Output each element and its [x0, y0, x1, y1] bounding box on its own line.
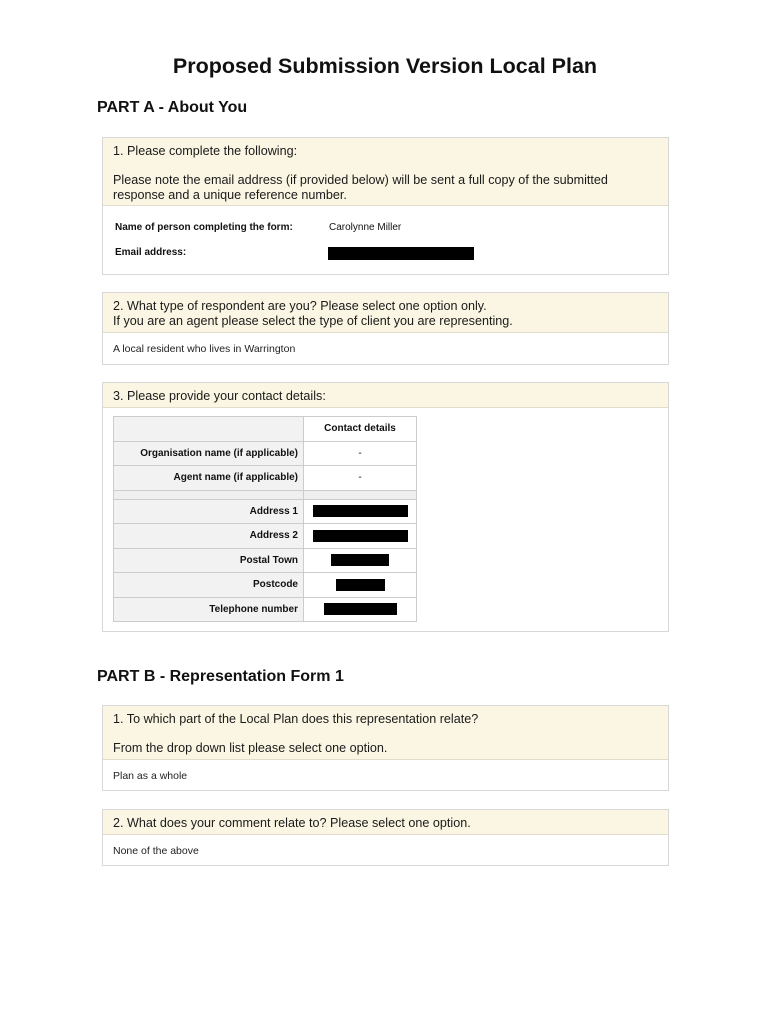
- address-2-value: [304, 524, 417, 549]
- question-2-answer: A local resident who lives in Warrington: [113, 343, 296, 355]
- part-b-heading: PART B - Representation Form 1: [97, 668, 344, 685]
- document-title: Proposed Submission Version Local Plan: [172, 54, 598, 78]
- address-1-label: Address 1: [114, 499, 304, 524]
- telephone-value: [304, 597, 417, 622]
- question-2-note: If you are an agent please select the type of client you are representing.: [113, 314, 513, 328]
- part-b-question-1-note: From the drop down list please select one option.: [113, 741, 388, 755]
- organisation-label: Organisation name (if applicable): [114, 441, 304, 466]
- postal-town-value: [304, 548, 417, 573]
- table-row: [114, 441, 417, 466]
- address-2-label: Address 2: [114, 524, 304, 549]
- question-1-note: Please note the email address (if provided below) will be sent a full copy of the submitted response and a unique reference number.: [113, 173, 608, 202]
- postal-town-label: Postal Town: [114, 548, 304, 573]
- table-separator: [114, 490, 417, 499]
- part-b-question-1-header: [103, 706, 668, 760]
- email-label: Email address:: [115, 247, 187, 258]
- part-a-question-2: [102, 292, 669, 365]
- postcode-value: [304, 573, 417, 598]
- email-redaction: [328, 247, 474, 260]
- part-b-question-1: [102, 705, 669, 791]
- part-b-question-1-answer: Plan as a whole: [113, 770, 188, 782]
- organisation-value: -: [304, 441, 417, 466]
- question-2-header: [103, 293, 668, 333]
- question-3-title: 3. Please provide your contact details:: [113, 389, 326, 403]
- table-row: [114, 597, 417, 622]
- address-1-value: [304, 499, 417, 524]
- table-row: [114, 466, 417, 491]
- contact-details-table: [113, 416, 417, 622]
- part-b-question-2-title: 2. What does your comment relate to? Please select one option.: [113, 816, 471, 830]
- postal-town-redaction: [331, 554, 389, 566]
- table-corner-cell: [114, 417, 304, 442]
- part-a-heading: PART A - About You: [97, 99, 248, 116]
- address-1-redaction: [313, 505, 408, 517]
- table-row: [114, 524, 417, 549]
- question-1-header: [103, 138, 668, 206]
- telephone-redaction: [324, 603, 397, 615]
- question-1-title: 1. Please complete the following:: [113, 144, 298, 158]
- table-row: [114, 573, 417, 598]
- postcode-redaction: [336, 579, 385, 591]
- part-b-question-2-answer: None of the above: [113, 845, 199, 857]
- agent-label: Agent name (if applicable): [114, 466, 304, 491]
- question-3-header: [103, 383, 668, 408]
- address-2-redaction: [313, 530, 408, 542]
- contact-details-header: Contact details: [304, 417, 417, 442]
- part-b-question-1-title: 1. To which part of the Local Plan does this representation relate?: [113, 712, 479, 726]
- agent-value: -: [304, 466, 417, 491]
- table-row: [114, 499, 417, 524]
- table-row: [114, 548, 417, 573]
- question-2-title: 2. What type of respondent are you? Please select one option only.: [113, 299, 487, 313]
- name-label: Name of person completing the form:: [115, 222, 293, 233]
- telephone-label: Telephone number: [114, 597, 304, 622]
- part-b-question-2: [102, 809, 669, 866]
- part-b-question-2-header: [103, 810, 668, 835]
- postcode-label: Postcode: [114, 573, 304, 598]
- name-value: Carolynne Miller: [329, 222, 402, 233]
